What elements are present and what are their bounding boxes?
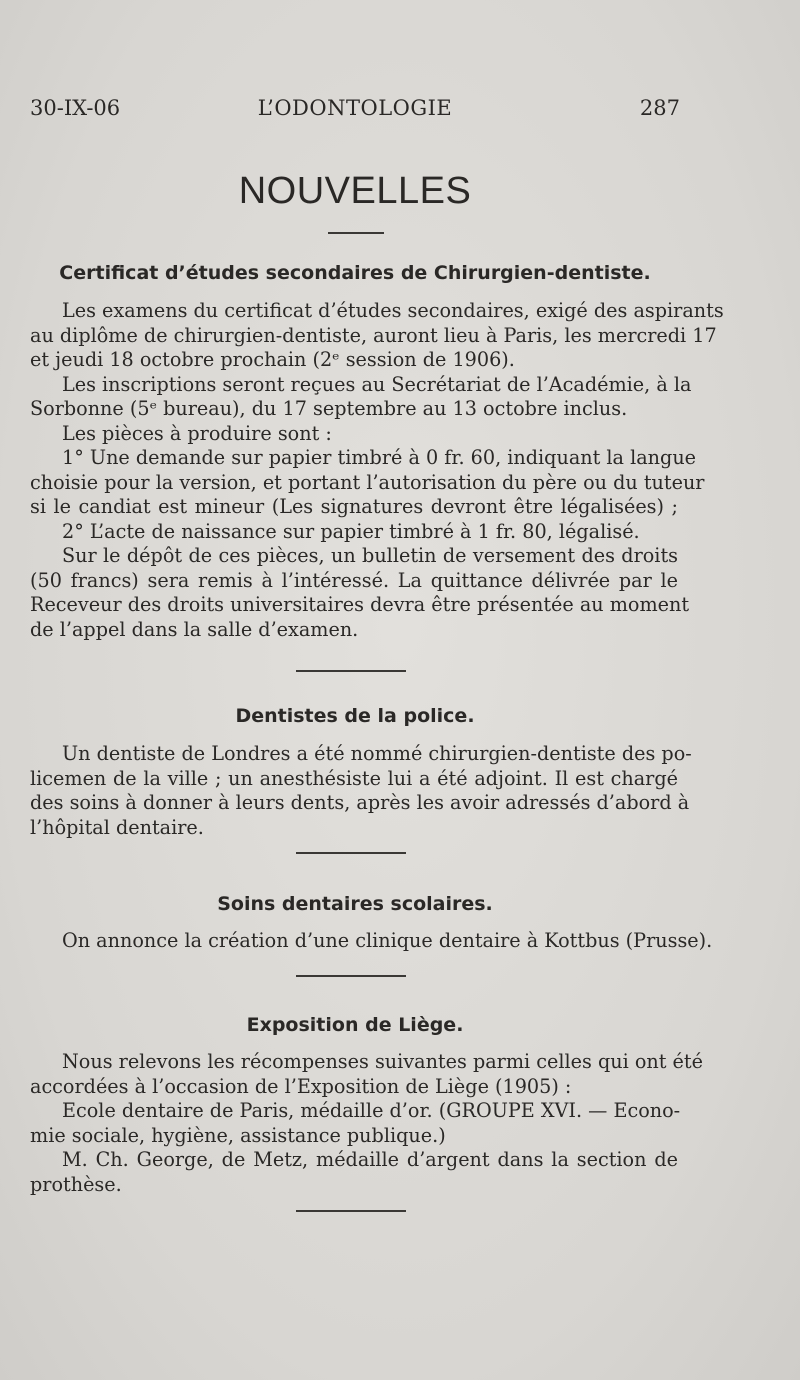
text-line: licemen de la ville ; un anesthésiste lui a été adjoint. Il est chargé	[30, 766, 678, 790]
text-line: Ecole dentaire de Paris, médaille d’or. (GROUPE XVI. — Econo-	[62, 1099, 681, 1122]
text-line: (50 francs) sera remis à l’intéressé. La quittance délivrée par le	[30, 568, 678, 592]
text-line: l’hôpital dentaire.	[30, 815, 204, 839]
text-line: Nous relevons les récompenses suivantes parmi celles qui ont été	[62, 1050, 703, 1073]
title-rule	[328, 232, 384, 234]
text-line: de l’appel dans la salle d’examen.	[30, 617, 359, 641]
section-heading-exposition: Exposition de Liège.	[246, 1014, 464, 1036]
text-line: Les inscriptions seront reçues au Secrétariat de l’Académie, à la	[62, 372, 692, 396]
text-line: 1° Une demande sur papier timbré à 0 fr. 60, indiquant la langue	[62, 446, 697, 469]
text-line: Sur le dépôt de ces pièces, un bulletin de versement des droits	[62, 544, 678, 567]
text-line: 2° L’acte de naissance sur papier timbré à 1 fr. 80, légalisé.	[62, 519, 640, 543]
running-head	[30, 96, 680, 126]
header-journal-title: L’ODONTOLOGIE	[257, 96, 453, 120]
text-line: On annonce la création d’une clinique dentaire à Kottbus (Prusse).	[62, 929, 713, 952]
text-line: prothèse.	[30, 1172, 122, 1196]
text-line: au diplôme de chirurgien-dentiste, auront lieu à Paris, les mercredi 17	[30, 323, 717, 347]
text-line: des soins à donner à leurs dents, après les avoir adressés d’abord à	[30, 791, 690, 814]
section-body-exposition	[30, 1050, 703, 1197]
section-divider	[296, 975, 406, 977]
page-title: NOUVELLES	[238, 170, 472, 212]
section-heading-police: Dentistes de la police.	[235, 705, 475, 727]
text-line: Sorbonne (5ᵉ bureau), du 17 septembre au 13 octobre inclus.	[30, 397, 628, 420]
text-line: M. Ch. George, de Metz, médaille d’argent dans la section de	[62, 1148, 678, 1171]
text-line: mie sociale, hygiène, assistance publique.)	[30, 1123, 446, 1147]
section-divider	[296, 852, 406, 854]
page-number: 287	[639, 96, 680, 120]
text-line: Un dentiste de Londres a été nommé chirurgien-dentiste des po-	[62, 742, 692, 765]
text-line: accordées à l’occasion de l’Exposition de Liège (1905) :	[30, 1074, 572, 1098]
text-line: Les examens du certificat d’études secondaires, exigé des aspirants	[62, 299, 724, 322]
header-date: 30-IX-06	[30, 96, 121, 120]
section-body-certificat	[30, 299, 724, 642]
text-line: Les pièces à produire sont :	[62, 421, 332, 445]
section-divider	[296, 670, 406, 672]
section-heading-soins: Soins dentaires scolaires.	[217, 893, 493, 915]
text-line: choisie pour la version, et portant l’autorisation du père ou du tuteur	[30, 470, 705, 494]
section-heading-certificat: Certificat d’études secondaires de Chirurgien-dentiste.	[59, 262, 651, 284]
section-body-soins	[30, 929, 713, 954]
text-line: Receveur des droits universitaires devra être présentée au moment	[30, 593, 690, 616]
section-body-police	[30, 742, 692, 840]
section-divider	[296, 1210, 406, 1212]
text-line: si le candiat est mineur (Les signatures devront être légalisées) ;	[30, 495, 678, 518]
text-line: et jeudi 18 octobre prochain (2ᵉ session de 1906).	[30, 348, 515, 371]
